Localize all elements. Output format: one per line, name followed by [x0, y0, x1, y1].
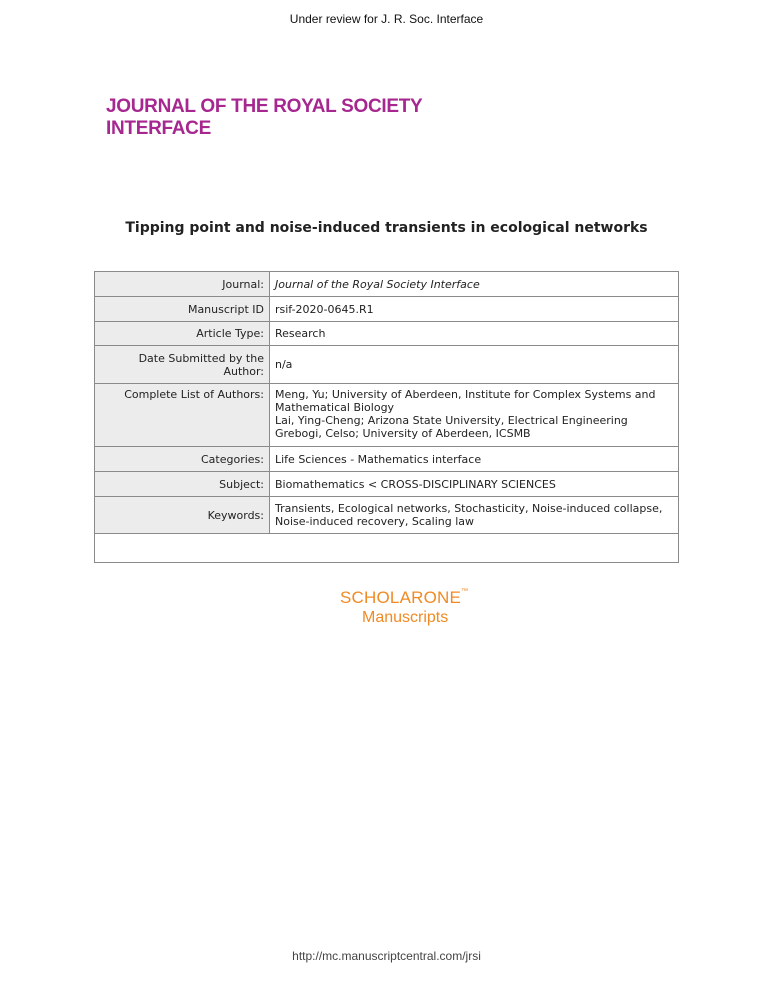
- scholarone-sub: Manuscripts: [362, 609, 449, 626]
- footer-url: http://mc.manuscriptcentral.com/jrsi: [292, 949, 481, 963]
- empty-row: [95, 534, 679, 563]
- manuscript-id-value: rsif-2020-0645.R1: [270, 297, 679, 322]
- date-submitted-value: n/a: [270, 346, 679, 384]
- paper-title: Tipping point and noise-induced transients in ecological networks: [125, 220, 648, 236]
- table-row: [95, 384, 679, 447]
- author-line: Meng, Yu; University of Aberdeen, Institute for Complex Systems and: [275, 388, 656, 401]
- subject-label: Subject:: [95, 472, 270, 497]
- table-row: [95, 322, 679, 346]
- scholarone-logo: [340, 588, 468, 627]
- authors-label: Complete List of Authors:: [95, 384, 270, 447]
- trademark-mark: ™: [461, 588, 469, 595]
- manuscript-id-label: Manuscript ID: [95, 297, 270, 322]
- authors-value: [270, 384, 679, 447]
- categories-label: Categories:: [95, 447, 270, 472]
- journal-logo-line2: INTERFACE: [106, 118, 211, 139]
- subject-value: Biomathematics < CROSS-DISCIPLINARY SCIENCES: [270, 472, 679, 497]
- journal-logo: [106, 96, 422, 140]
- table-row: [95, 497, 679, 534]
- journal-logo-line1: JOURNAL OF THE ROYAL SOCIETY: [106, 96, 423, 117]
- scholarone-brand: SCHOLARONE: [340, 588, 462, 607]
- author-line: Grebogi, Celso; University of Aberdeen, ICSMB: [275, 427, 531, 440]
- author-line: Lai, Ying-Cheng; Arizona State University, Electrical Engineering: [275, 414, 628, 427]
- keywords-label: Keywords:: [95, 497, 270, 534]
- header-note: Under review for J. R. Soc. Interface: [289, 12, 484, 26]
- table-row: [95, 297, 679, 322]
- date-submitted-label: Date Submitted by the Author:: [95, 346, 270, 384]
- article-type-label: Article Type:: [95, 322, 270, 346]
- table-row: [95, 346, 679, 384]
- table-row: [95, 472, 679, 497]
- journal-value: Journal of the Royal Society Interface: [270, 272, 679, 297]
- table-row: [95, 534, 679, 563]
- table-row: [95, 272, 679, 297]
- journal-label: Journal:: [95, 272, 270, 297]
- article-type-value: Research: [270, 322, 679, 346]
- keywords-value: Transients, Ecological networks, Stochasticity, Noise-induced collapse, Noise-induced recovery, Scaling law: [270, 497, 679, 534]
- manuscript-metadata-table: [94, 271, 679, 563]
- table-row: [95, 447, 679, 472]
- author-line: Mathematical Biology: [275, 401, 395, 414]
- categories-value: Life Sciences - Mathematics interface: [270, 447, 679, 472]
